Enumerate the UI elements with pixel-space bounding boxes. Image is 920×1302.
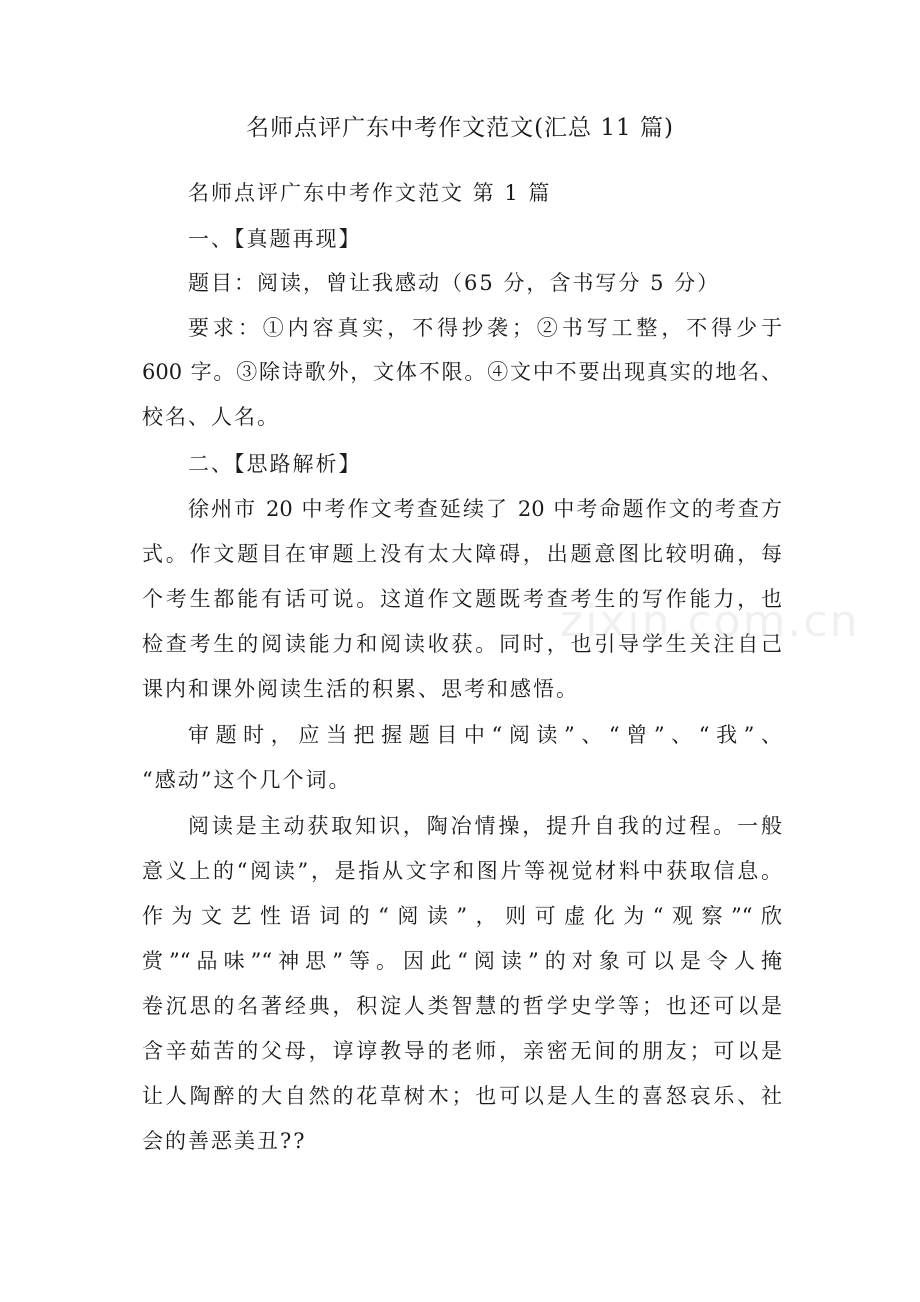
section-heading-analysis: 二、【思路解析】 bbox=[188, 452, 362, 476]
paragraph-line: 卷沉思的名著经典，积淀人类智慧的哲学史学等；也还可以是 bbox=[142, 994, 782, 1018]
paragraph-line: 检查考生的阅读能力和阅读收获。同时，也引导学生关注自己 bbox=[142, 632, 782, 656]
topic-line: 题目：阅读，曾让我感动（65 分，含书写分 5 分） bbox=[188, 271, 721, 295]
requirements-line: 校名、人名。 bbox=[142, 405, 280, 429]
paragraph-line: 徐州市 20 中考作文考查延续了 20 中考命题作文的考查方 bbox=[188, 497, 782, 521]
requirements-line: 600 字。③除诗歌外，文体不限。④文中不要出现真实的地名、 bbox=[142, 360, 782, 384]
article-heading: 名师点评广东中考作文范文 第 1 篇 bbox=[188, 181, 552, 205]
paragraph-line: 会的善恶美丑?? bbox=[142, 1129, 307, 1153]
document-title: 名师点评广东中考作文范文(汇总 11 篇) bbox=[246, 115, 674, 141]
paragraph-line: 课内和课外阅读生活的积累、思考和感悟。 bbox=[142, 677, 579, 701]
section-heading-real-question: 一、【真题再现】 bbox=[188, 227, 362, 251]
paragraph-line: 作为文艺性语词的“阅读”，则可虚化为“观察”“欣 bbox=[142, 904, 782, 928]
paragraph-line: 赏”“品味”“神思”等。因此“阅读”的对象可以是令人掩 bbox=[142, 949, 782, 973]
watermark: zixin.com.cn bbox=[560, 596, 860, 647]
paragraph-line: 阅读是主动获取知识，陶冶情操，提升自我的过程。一般 bbox=[188, 814, 782, 838]
paragraph-line: 个考生都能有话可说。这道作文题既考查考生的写作能力，也 bbox=[142, 587, 782, 611]
paragraph-line: 含辛茹苦的父母，谆谆教导的老师，亲密无间的朋友；可以是 bbox=[142, 1039, 782, 1063]
paragraph-line: 让人陶醉的大自然的花草树木；也可以是人生的喜怒哀乐、社 bbox=[142, 1084, 782, 1108]
paragraph-line: 审题时，应当把握题目中“阅读”、“曾”、“我”、 bbox=[188, 723, 782, 747]
paragraph-line: “感动”这个几个词。 bbox=[142, 768, 352, 792]
requirements-line: 要求：①内容真实，不得抄袭；②书写工整，不得少于 bbox=[188, 316, 782, 340]
paragraph-line: 式。作文题目在审题上没有太大障碍，出题意图比较明确，每 bbox=[142, 542, 782, 566]
paragraph-line: 意义上的“阅读”，是指从文字和图片等视觉材料中获取信息。 bbox=[142, 859, 782, 883]
